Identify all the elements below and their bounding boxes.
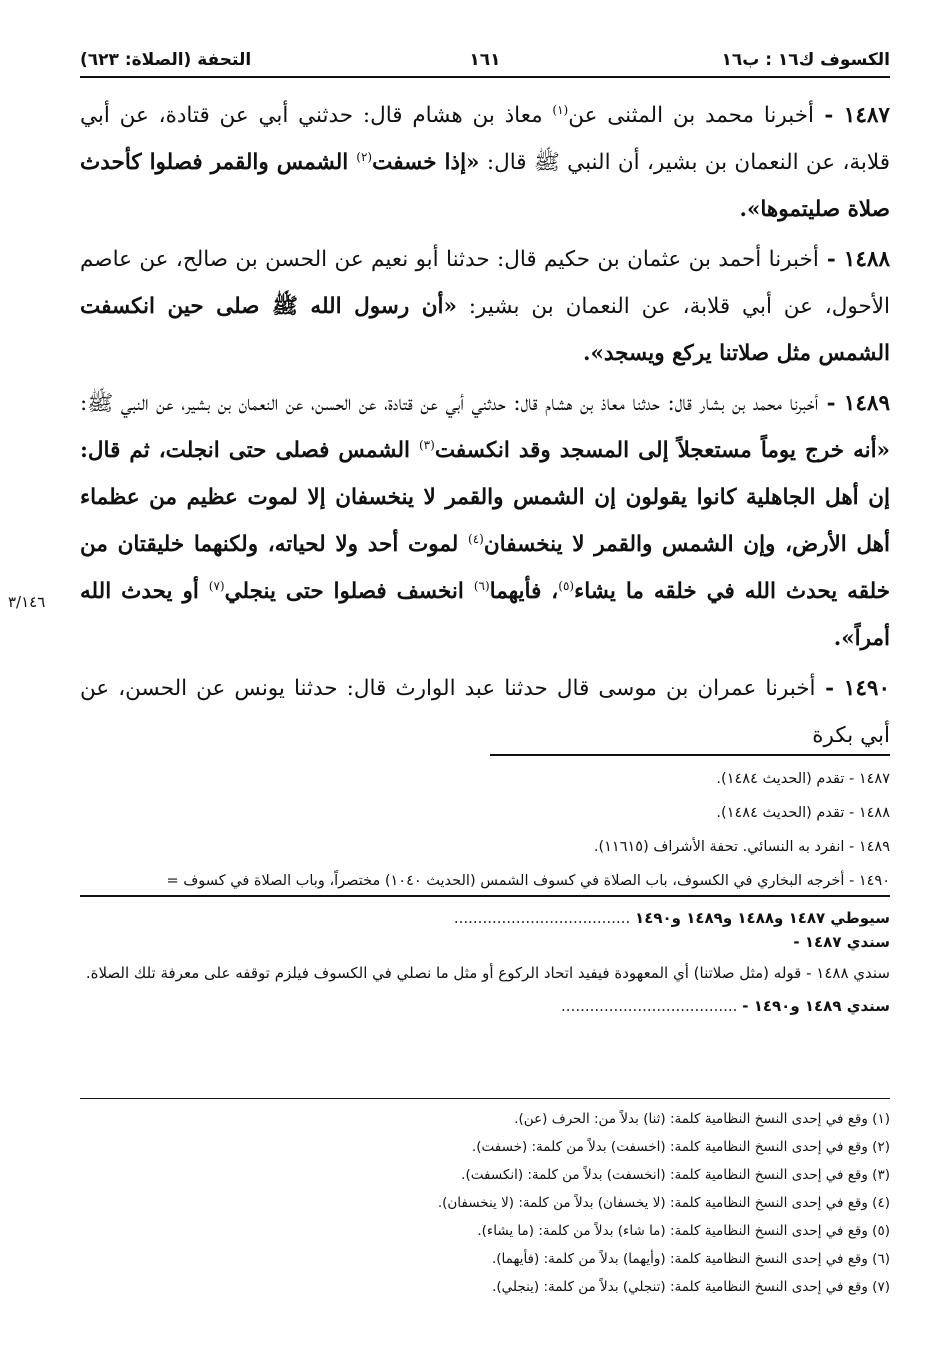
chapter-reference: الكسوف ك١٦ : ب١٦ <box>721 50 890 70</box>
hadith-number: ١٤٨٩ - <box>818 391 890 416</box>
margin-volume-page: ٣/١٤٦ <box>8 593 46 611</box>
suyuti-line <box>80 906 890 930</box>
matn: الشمس فصلى حتى انجلت، ثم قال: إن أهل الجاهلية كانوا يقولون إن الشمس والقمر لا ينخسفان إلا لموت عظيم من عظماء أهل الأرض، وإن الشمس والقمر لا ينخسفان <box>80 438 890 557</box>
dot-leader: ..................................... <box>561 997 738 1015</box>
matn: ، فأيهما <box>489 579 559 604</box>
isnad: معاذ بن هشام قال: حدثني أبي عن قتادة، عن أبي قلابة، عن النعمان بن بشير، أن النبي ﷺ قال: <box>80 103 890 175</box>
sindi-1487 <box>80 930 890 954</box>
isnad: أخبرنا محمد بن المثنى عن <box>568 103 814 128</box>
takhrij-1487: ١٤٨٧ - تقدم (الحديث ١٤٨٤). <box>716 771 890 787</box>
hadith-1489 <box>80 380 890 662</box>
footnote-2: (٢) وقع في إحدى النسخ النظامية كلمة: (اخسفت) بدلاً من كلمة: (خسفت). <box>471 1139 890 1155</box>
footnote-marker: (١) <box>552 102 569 117</box>
matn: أو يحدث الله أمراً». <box>80 579 890 651</box>
matn: لموت أحد ولا لحياته، ولكنهما خليقتان من خلقه يحدث الله في خلقه ما يشاء <box>80 532 890 604</box>
takhrij-notes <box>80 768 890 904</box>
matn: «أنه خرج يوماً مستعجلاً إلى المسجد وقد انكسفت <box>434 438 890 463</box>
takhrij-1490: ١٤٩٠ - أخرجه البخاري في الكسوف، باب الصلاة في كسوف الشمس (الحديث ١٠٤٠) مختصراً، وباب الصلاة في كسوف = <box>166 873 890 889</box>
page-header <box>80 40 890 78</box>
isnad: أخبرنا عمران بن موسى قال حدثنا عبد الوارث قال: حدثنا يونس عن الحسن، عن أبي بكرة <box>80 676 890 748</box>
matn: «إذا خسفت <box>372 150 480 175</box>
footnote-marker: (٤) <box>468 531 484 546</box>
footnote-marker: (٧) <box>208 578 225 593</box>
matn: الشمس والقمر فصلوا كأحدث صلاة صليتموها». <box>80 150 890 222</box>
divider <box>80 895 890 897</box>
hadith-number: ١٤٩٠ - <box>815 676 890 701</box>
takhrij-1489: ١٤٨٩ - انفرد به النسائي. تحفة الأشراف (١١٦١٥). <box>593 839 890 855</box>
isnad: أخبرنا محمد بن بشار قال: حدثنا معاذ بن هشام قال: حدثني أبي عن قتادة، عن الحسن، عن النعمان بن بشير، عن النبي ﷺ: <box>80 391 819 416</box>
page-number: ١٦١ <box>469 50 501 70</box>
sindi-label: سندي ١٤٨٧ - <box>793 933 890 951</box>
sindi-1488: سندي ١٤٨٨ - قوله (مثل صلاتنا) أي المعهودة فيفيد اتحاد الركوع أو مثل ما نصلي في الكسوف فيلزم توقفه على معرفة تلك الصلاة. <box>85 964 890 982</box>
footnote-marker: (٦) <box>473 578 490 593</box>
sindi-1489-1490 <box>80 994 890 1018</box>
suyuti-label: سيوطي ١٤٨٧ و١٤٨٨ و١٤٨٩ و١٤٩٠ <box>635 909 890 927</box>
takhrij-1488: ١٤٨٨ - تقدم (الحديث ١٤٨٤). <box>716 805 890 821</box>
dot-leader: ..................................... <box>453 909 631 927</box>
manuscript-footnotes <box>80 1108 890 1304</box>
hadith-1490 <box>80 665 890 759</box>
matn: انخسف فصلوا حتى ينجلي <box>224 579 474 604</box>
book-page <box>80 40 890 1295</box>
footnote-6: (٦) وقع في إحدى النسخ النظامية كلمة: (وأيهما) بدلاً من كلمة: (فأيهما). <box>491 1251 890 1267</box>
divider <box>490 754 890 756</box>
footnote-7: (٧) وقع في إحدى النسخ النظامية كلمة: (تنجلي) بدلاً من كلمة: (ينجلي). <box>492 1279 890 1295</box>
footnote-marker: (٥) <box>558 578 575 593</box>
footnote-4: (٤) وقع في إحدى النسخ النظامية كلمة: (لا يخسفان) بدلاً من كلمة: (لا ينخسفان). <box>437 1195 890 1211</box>
hadith-number: ١٤٨٧ - <box>814 103 890 128</box>
footnote-marker: (٢) <box>356 149 373 164</box>
commentary-section <box>80 906 890 1018</box>
hadith-number: ١٤٨٨ - <box>818 247 890 272</box>
footnote-1: (١) وقع في إحدى النسخ النظامية كلمة: (ثنا) بدلاً من: الحرف (عن). <box>514 1111 890 1127</box>
tuhfa-reference: التحفة (الصلاة: ٦٢٣) <box>80 50 252 70</box>
hadith-1487 <box>80 92 890 233</box>
hadith-1488 <box>80 236 890 377</box>
divider <box>80 1098 890 1099</box>
footnote-5: (٥) وقع في إحدى النسخ النظامية كلمة: (ما شاء) بدلاً من كلمة: (ما يشاء). <box>477 1223 890 1239</box>
footnote-3: (٣) وقع في إحدى النسخ النظامية كلمة: (انخسفت) بدلاً من كلمة: (انكسفت). <box>461 1167 890 1183</box>
hadith-text <box>80 92 890 759</box>
footnote-marker: (٣) <box>418 437 435 452</box>
sindi-label: سندي ١٤٨٩ و١٤٩٠ - <box>742 997 890 1015</box>
isnad: أخبرنا أحمد بن عثمان بن حكيم قال: حدثنا أبو نعيم عن الحسن بن صالح، عن عاصم الأحول، عن أبي قلابة، عن النعمان بن بشير: <box>80 247 890 319</box>
matn: «أن رسول الله ﷺ صلى حين انكسفت الشمس مثل صلاتنا يركع ويسجد». <box>80 294 890 366</box>
